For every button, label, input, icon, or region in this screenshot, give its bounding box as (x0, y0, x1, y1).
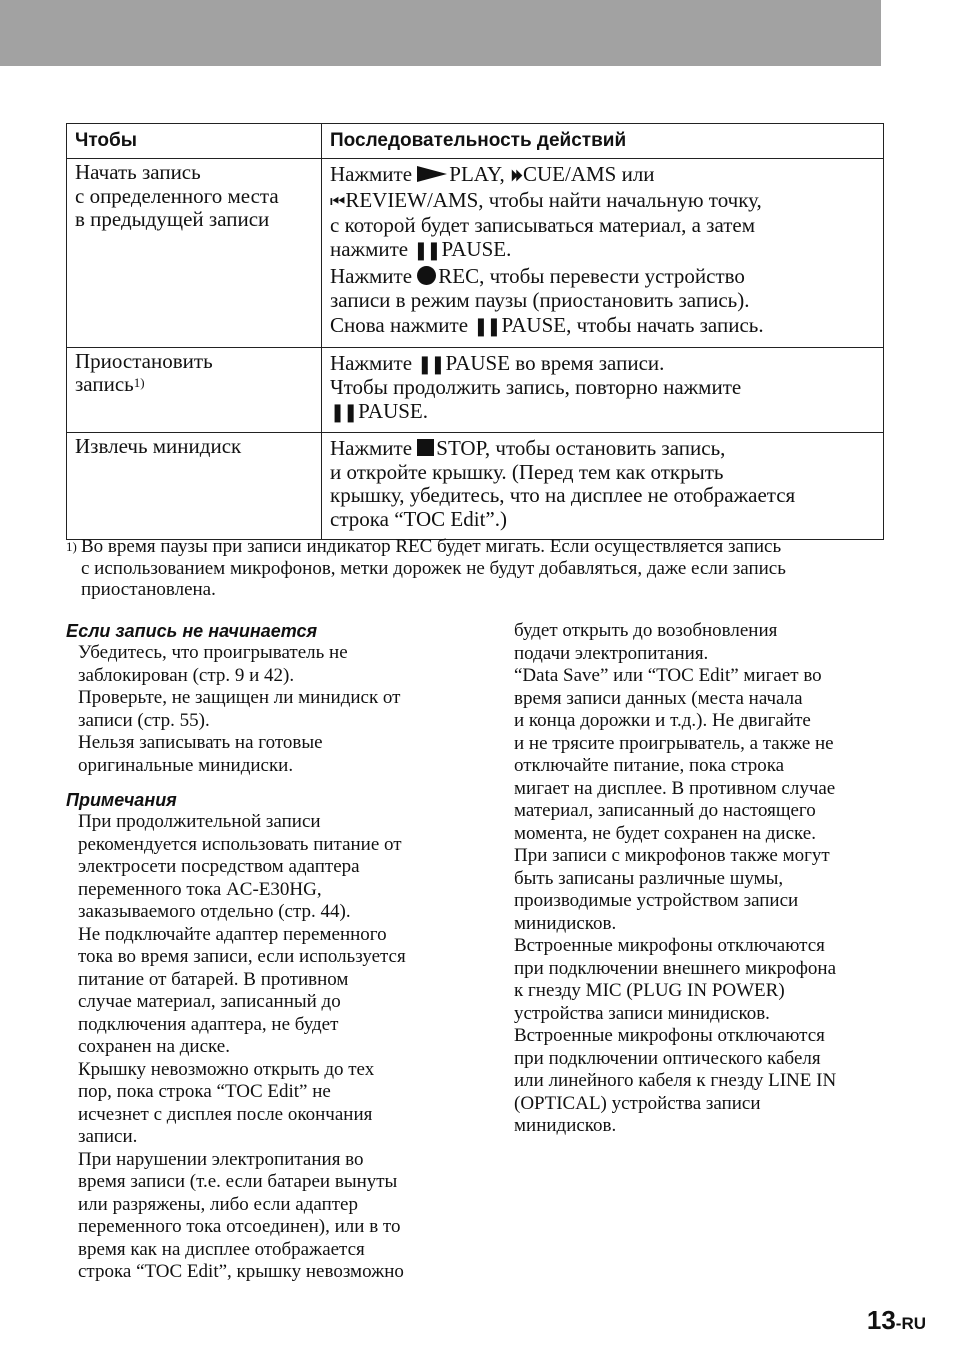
step-text: Нажмите (330, 350, 418, 375)
body-text: и конца дорожки и т.д.). Не двигайте (514, 710, 811, 731)
step-text: Нажмите (330, 264, 418, 288)
body-text: Не подключайте адаптер переменного (78, 923, 387, 945)
header-gray-bar (0, 0, 881, 66)
body-text: заказываемого отдельно (стр. 44). (78, 901, 351, 922)
step (330, 314, 875, 339)
body-text: Крышку невозможно открыть до тех (78, 1058, 375, 1080)
page-number (867, 1305, 926, 1336)
action-text: Начать запись (75, 160, 201, 184)
record-icon (417, 266, 436, 285)
section-body (514, 620, 894, 1138)
step-text: с которой будет записываться материал, а затем (330, 213, 756, 237)
step-text: CUE/AMS или (522, 162, 655, 186)
body-text: при подключении внешнего микрофона (514, 957, 837, 979)
body-text: Нельзя записывать на готовые (78, 732, 323, 753)
body-text: Убедитесь, что проигрыватель не (78, 642, 348, 663)
step-text: REC, чтобы перевести устройство (438, 264, 745, 288)
body-text: При записи с микрофонов также могут (514, 845, 830, 866)
body-text: быть записаны различные шумы, (514, 867, 784, 889)
step-text: записи в режим паузы (приостановить запись). (330, 287, 750, 312)
section-body (66, 642, 446, 777)
footnote-mark: 1) (66, 539, 77, 554)
step-text: REVIEW/AMS, чтобы найти начальную точку, (345, 187, 762, 212)
right-column (514, 620, 894, 1138)
body-text: момента, не будет сохранен на диске. (514, 822, 816, 844)
body-text: или разряжены, либо если адаптер (78, 1193, 358, 1215)
operations-table (66, 123, 884, 540)
step-text: STOP, чтобы остановить запись, (436, 436, 726, 460)
body-text: (OPTICAL) устройства записи (514, 1092, 761, 1114)
body-text: переменного тока AC-E30HG, (78, 878, 322, 900)
section-body (66, 811, 446, 1284)
steps-cell (322, 159, 884, 348)
step-text: PAUSE. (358, 398, 429, 423)
body-text: электросети посредством адаптера (78, 856, 360, 877)
pause-icon: ❚❚ (413, 239, 440, 261)
body-text: Проверьте, не защищен ли минидиск от (78, 687, 401, 708)
footnote-text: с использованием микрофонов, метки дорожек не будут добавляться, даже если запись (81, 557, 786, 579)
step-text: и откройте крышку. (Перед тем как открыть (330, 459, 724, 484)
body-text: подачи электропитания. (514, 642, 709, 664)
table-row (67, 433, 884, 540)
footnote-ref: 1) (133, 375, 145, 390)
step-text: PLAY, (449, 162, 510, 186)
body-text: время как на дисплее отображается (78, 1238, 365, 1260)
step (330, 352, 875, 425)
body-text: время записи (т.е. если батареи вынуты (78, 1171, 398, 1192)
section-heading-notes: Примечания (66, 790, 177, 810)
pause-icon: ❚❚ (417, 353, 444, 375)
rewind-icon: ⏮ (330, 191, 342, 212)
pause-icon: ❚❚ (473, 316, 500, 337)
body-text: тока во время записи, если используется (78, 946, 406, 967)
action-text: запись (75, 372, 134, 396)
action-cell (67, 347, 322, 433)
body-text: будет открыть до возобновления (514, 620, 778, 641)
step-text: Нажмите (330, 162, 418, 186)
pause-icon: ❚❚ (330, 401, 357, 423)
body-text: При нарушении электропитания во (78, 1148, 364, 1170)
play-icon (417, 166, 447, 182)
step-text: Чтобы продолжить запись, повторно нажмите (330, 375, 742, 399)
footnote-text: приостановлена. (81, 579, 216, 600)
action-text: в предыдущей записи (75, 207, 270, 231)
step-text: PAUSE, чтобы начать запись. (501, 313, 764, 337)
table-row (67, 159, 884, 348)
body-text: исчезнет с дисплея после окончания (78, 1103, 373, 1125)
step-text: крышку, убедитесь, что на дисплее не отображается (330, 483, 796, 507)
body-text: производимые устройством записи (514, 890, 799, 911)
body-text: строка “TOC Edit”, крышку невозможно (78, 1261, 404, 1282)
body-text: Встроенные микрофоны отключаются (514, 935, 825, 956)
step-text: Снова нажмите (330, 313, 474, 337)
footnote-text: Во время паузы при записи индикатор REC будет мигать. Если осуществляется запись (81, 536, 782, 557)
body-text: записи. (78, 1126, 138, 1147)
step (330, 437, 875, 531)
left-column (66, 620, 446, 1284)
column-header-steps: Последовательность действий (322, 124, 884, 159)
body-text: материал, записанный до настоящего (514, 800, 816, 821)
footnote (66, 536, 886, 601)
step-text: PAUSE во время записи. (445, 350, 665, 375)
body-text: записи (стр. 55). (78, 709, 210, 731)
step (330, 264, 875, 312)
body-text: заблокирован (стр. 9 и 42). (78, 664, 295, 686)
body-text: время записи данных (места начала (514, 687, 803, 709)
body-text: мигает на дисплее. В противном случае (514, 777, 836, 799)
body-text: при подключении оптического кабеля (514, 1047, 821, 1069)
action-text: Приостановить (75, 348, 213, 373)
body-text: переменного тока отсоединен), или в то (78, 1216, 401, 1237)
body-text: или линейного кабеля к гнезду LINE IN (514, 1070, 837, 1091)
body-text: отключайте питание, пока строка (514, 755, 785, 776)
body-text: оригинальные минидиски. (78, 754, 294, 776)
step-text: нажмите (330, 236, 414, 261)
body-text: минидисков. (514, 1115, 617, 1136)
body-text: устройства записи минидисков. (514, 1002, 770, 1024)
steps-cell (322, 347, 884, 433)
section-heading-not-recording: Если запись не начинается (66, 621, 318, 641)
body-text: сохранен на диске. (78, 1036, 230, 1057)
stop-icon (417, 439, 434, 456)
body-text: Встроенные микрофоны отключаются (514, 1025, 825, 1046)
action-text: с определенного места (75, 183, 279, 208)
column-header-purpose: Чтобы (67, 124, 322, 159)
table-row (67, 347, 884, 433)
body-text: “Data Save” или “TOC Edit” мигает во (514, 665, 822, 686)
body-text: При продолжительной записи (78, 811, 321, 832)
body-text: минидисков. (514, 912, 617, 934)
step-text: PAUSE. (441, 236, 512, 261)
body-text: и не трясите проигрыватель, а также не (514, 732, 834, 754)
action-cell (67, 159, 322, 348)
fast-forward-icon: ⏵⏵ (509, 166, 519, 186)
action-text: Извлечь минидиск (75, 434, 242, 458)
steps-cell (322, 433, 884, 540)
table-header-row (67, 124, 884, 159)
body-text: рекомендуется использовать питание от (78, 833, 402, 855)
body-text: питание от батарей. В противном (78, 968, 349, 990)
body-text: пор, пока строка “TOC Edit” не (78, 1081, 331, 1102)
page-number-suffix: -RU (895, 1314, 926, 1333)
body-text: подключения адаптера, не будет (78, 1013, 339, 1035)
page-number-value: 13 (866, 1305, 896, 1335)
step-text: Нажмите (330, 436, 418, 460)
action-cell (67, 433, 322, 540)
step (330, 163, 875, 262)
body-text: случае материал, записанный до (78, 991, 341, 1012)
body-text: к гнезду MIC (PLUG IN POWER) (514, 980, 785, 1001)
step-text: строка “TOC Edit”.) (330, 506, 507, 531)
